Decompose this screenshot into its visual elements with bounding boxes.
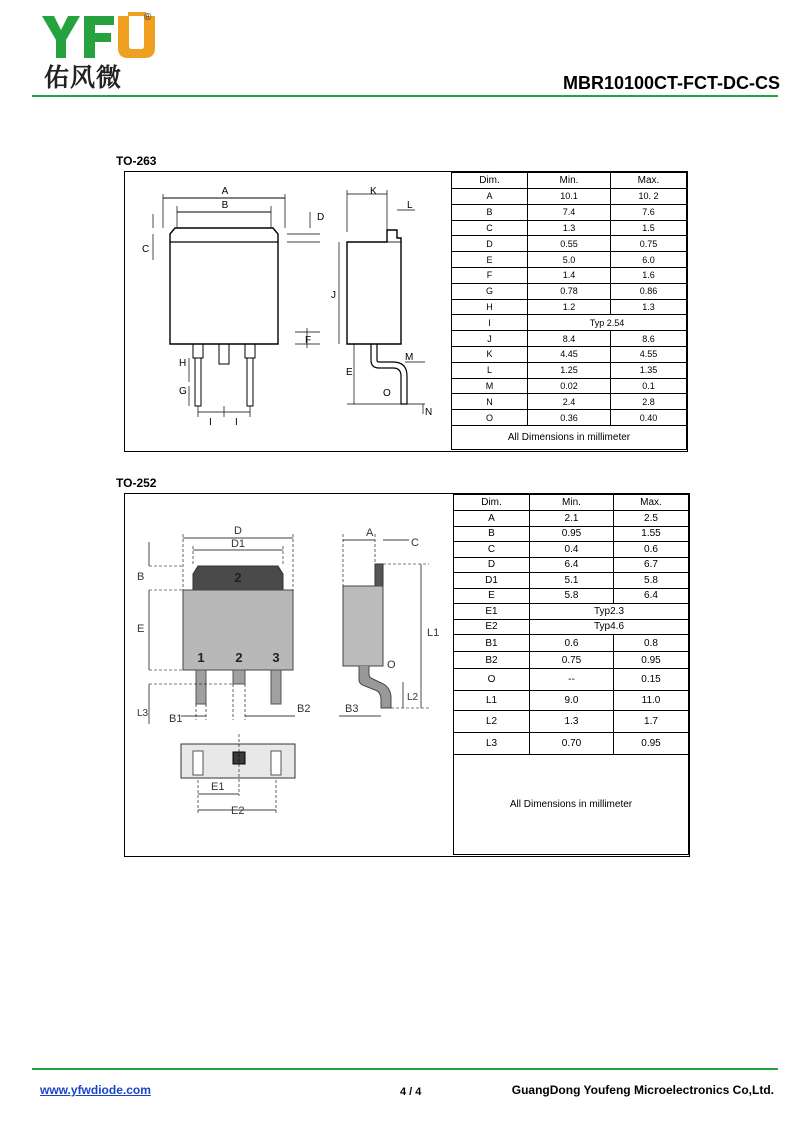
table-row	[454, 652, 689, 669]
min-cell: 6.4	[530, 557, 614, 573]
max-cell: 2.8	[611, 394, 687, 410]
to252-side-body	[343, 586, 383, 666]
dim-label-b3: B3	[345, 703, 359, 715]
dim-cell: O	[454, 669, 530, 691]
to263-dimension-table	[451, 172, 687, 450]
dim-label-i1: I	[209, 417, 212, 428]
logo-chinese-text: 佑风微	[44, 63, 123, 92]
max-cell: 6.0	[611, 252, 687, 268]
table-header-row	[452, 173, 687, 189]
footer-divider	[32, 1068, 778, 1070]
table-row	[452, 189, 687, 205]
dim-label-d1: D1	[230, 538, 246, 550]
min-cell: 0.75	[530, 652, 614, 669]
dim-label-m: M	[405, 352, 414, 363]
to252-dimension-table	[453, 494, 689, 855]
dim-label-e1: E1	[211, 781, 225, 793]
table-row	[454, 604, 689, 620]
part-number-title: MBR10100CT-FCT-DC-CS	[562, 73, 780, 93]
table-row	[454, 573, 689, 589]
to252-section-label: TO-252	[116, 476, 157, 490]
column-header: Max.	[614, 495, 689, 511]
dim-label-b1: B1	[169, 713, 183, 725]
table-row	[452, 315, 687, 331]
table-row	[454, 557, 689, 573]
max-cell: 1.35	[611, 362, 687, 378]
table-row	[454, 542, 689, 558]
dim-label-e: E	[346, 367, 353, 378]
pin-1-label: 1	[197, 650, 205, 665]
table-header-row	[454, 495, 689, 511]
min-cell: 0.95	[530, 526, 614, 542]
max-cell: 0.40	[611, 410, 687, 426]
dim-label-l: L	[407, 200, 413, 211]
dim-cell: B2	[454, 652, 530, 669]
dim-cell: C	[452, 220, 528, 236]
table-row	[452, 331, 687, 347]
dim-cell: E	[452, 252, 528, 268]
tab-pin-label: 2	[234, 570, 242, 585]
to263-panel	[124, 171, 688, 452]
dim-label-h: H	[179, 358, 187, 369]
max-cell: 1.6	[611, 267, 687, 283]
table-row	[454, 588, 689, 604]
table-row	[452, 346, 687, 362]
max-cell: 10. 2	[611, 189, 687, 205]
column-header: Min.	[530, 495, 614, 511]
company-name: GuangDong Youfeng Microelectronics Co,Ltd.	[511, 1083, 774, 1097]
page-number: 4 / 4	[400, 1086, 422, 1098]
dim-cell: F	[452, 267, 528, 283]
dim-label-g: G	[179, 386, 187, 397]
table-row	[452, 283, 687, 299]
min-cell: 5.8	[530, 588, 614, 604]
max-cell: 1.5	[611, 220, 687, 236]
to252-outline-drawing	[125, 494, 453, 856]
min-cell: 0.6	[530, 635, 614, 652]
table-row	[452, 267, 687, 283]
table-row	[452, 220, 687, 236]
dim-cell: E2	[454, 619, 530, 635]
dim-label-e2: E2	[231, 805, 245, 817]
to263-side-body	[347, 230, 401, 344]
max-cell: 4.55	[611, 346, 687, 362]
dim-cell: H	[452, 299, 528, 315]
column-header: Max.	[611, 173, 687, 189]
company-logo	[40, 8, 160, 60]
to263-body	[170, 228, 278, 344]
dim-label-l2: L2	[407, 692, 419, 703]
dim-label-k: K	[370, 186, 377, 197]
max-cell: 11.0	[614, 691, 689, 711]
min-cell: 0.36	[528, 410, 611, 426]
dim-cell: I	[452, 315, 528, 331]
column-header: Dim.	[454, 495, 530, 511]
dim-cell: E1	[454, 604, 530, 620]
dim-cell: L	[452, 362, 528, 378]
table-row	[452, 378, 687, 394]
min-cell: 5.1	[530, 573, 614, 589]
table-row	[454, 619, 689, 635]
min-cell: 4.45	[528, 346, 611, 362]
min-cell: 7.4	[528, 204, 611, 220]
min-cell: 1.25	[528, 362, 611, 378]
dim-cell: N	[452, 394, 528, 410]
dim-label-j: J	[331, 290, 336, 301]
max-cell: 8.6	[611, 331, 687, 347]
max-cell: 0.8	[614, 635, 689, 652]
dim-label-d: D	[234, 525, 242, 537]
dim-label-b: B	[221, 200, 229, 211]
units-note: All Dimensions in millimeter	[454, 755, 689, 855]
table-row	[452, 394, 687, 410]
min-cell: 2.1	[530, 511, 614, 527]
min-cell: 0.55	[528, 236, 611, 252]
min-cell: --	[530, 669, 614, 691]
max-cell: 0.15	[614, 669, 689, 691]
max-cell: 1.7	[614, 711, 689, 733]
max-cell: 0.75	[611, 236, 687, 252]
dim-cell: D	[454, 557, 530, 573]
min-cell: 0.70	[530, 733, 614, 755]
registered-mark: ®	[144, 12, 152, 23]
dim-cell: O	[452, 410, 528, 426]
max-cell: 5.8	[614, 573, 689, 589]
dim-cell: A	[454, 511, 530, 527]
table-row	[454, 691, 689, 711]
max-cell: 1.3	[611, 299, 687, 315]
dim-cell: C	[454, 542, 530, 558]
typ-cell: Typ2.3	[530, 604, 689, 620]
dim-cell: D1	[454, 573, 530, 589]
max-cell: 0.86	[611, 283, 687, 299]
min-cell: 1.3	[528, 220, 611, 236]
dim-cell: L1	[454, 691, 530, 711]
table-row	[454, 711, 689, 733]
table-row	[454, 511, 689, 527]
column-header: Dim.	[452, 173, 528, 189]
to263-outline-drawing	[125, 172, 451, 451]
max-cell: 0.95	[614, 733, 689, 755]
dim-label-c: C	[411, 537, 419, 549]
dim-label-a: A	[221, 186, 229, 197]
min-cell: 0.02	[528, 378, 611, 394]
min-cell: 0.78	[528, 283, 611, 299]
dim-label-l1: L1	[427, 627, 440, 639]
min-cell: 8.4	[528, 331, 611, 347]
max-cell: 0.6	[614, 542, 689, 558]
table-row	[454, 669, 689, 691]
dim-cell: A	[452, 189, 528, 205]
table-note-row	[452, 425, 687, 449]
to252-panel	[124, 493, 690, 857]
dim-label-d: D	[317, 212, 325, 223]
min-cell: 10.1	[528, 189, 611, 205]
dim-cell: E	[454, 588, 530, 604]
dim-cell: D	[452, 236, 528, 252]
table-row	[452, 236, 687, 252]
dim-label-b: B	[137, 571, 145, 583]
table-row	[452, 299, 687, 315]
dim-label-n: N	[425, 407, 433, 418]
min-cell: 0.4	[530, 542, 614, 558]
dim-label-a: A	[366, 527, 374, 539]
table-row	[454, 635, 689, 652]
dim-label-f: F	[305, 335, 312, 346]
dim-label-o: O	[383, 388, 391, 399]
max-cell: 7.6	[611, 204, 687, 220]
min-cell: 1.2	[528, 299, 611, 315]
dim-label-c: C	[142, 244, 150, 255]
dim-label-e: E	[137, 623, 145, 635]
table-row	[454, 733, 689, 755]
table-row	[452, 410, 687, 426]
min-cell: 2.4	[528, 394, 611, 410]
units-note: All Dimensions in millimeter	[452, 425, 687, 449]
max-cell: 2.5	[614, 511, 689, 527]
dim-label-l3: L3	[137, 708, 149, 719]
table-row	[452, 362, 687, 378]
dim-label-i2: I	[235, 417, 238, 428]
min-cell: 1.3	[530, 711, 614, 733]
table-row	[454, 526, 689, 542]
typ-cell: Typ 2.54	[528, 315, 687, 331]
dim-cell: L2	[454, 711, 530, 733]
pin-3-label: 3	[272, 650, 280, 665]
table-row	[452, 252, 687, 268]
dim-cell: B1	[454, 635, 530, 652]
dim-label-o: O	[387, 659, 396, 671]
dim-cell: J	[452, 331, 528, 347]
dim-cell: G	[452, 283, 528, 299]
pin-2-label: 2	[235, 650, 243, 665]
column-header: Min.	[528, 173, 611, 189]
min-cell: 5.0	[528, 252, 611, 268]
max-cell: 6.4	[614, 588, 689, 604]
dim-cell: B	[454, 526, 530, 542]
dim-cell: K	[452, 346, 528, 362]
min-cell: 1.4	[528, 267, 611, 283]
typ-cell: Typ4.6	[530, 619, 689, 635]
max-cell: 1.55	[614, 526, 689, 542]
dim-label-b2: B2	[297, 703, 311, 715]
table-note-row	[454, 755, 689, 855]
dim-cell: B	[452, 204, 528, 220]
min-cell: 9.0	[530, 691, 614, 711]
dim-cell: M	[452, 378, 528, 394]
website-link[interactable]: www.yfwdiode.com	[40, 1083, 151, 1097]
dim-cell: L3	[454, 733, 530, 755]
max-cell: 0.1	[611, 378, 687, 394]
table-row	[452, 204, 687, 220]
max-cell: 6.7	[614, 557, 689, 573]
to263-section-label: TO-263	[116, 154, 157, 168]
max-cell: 0.95	[614, 652, 689, 669]
header-divider	[32, 95, 778, 97]
